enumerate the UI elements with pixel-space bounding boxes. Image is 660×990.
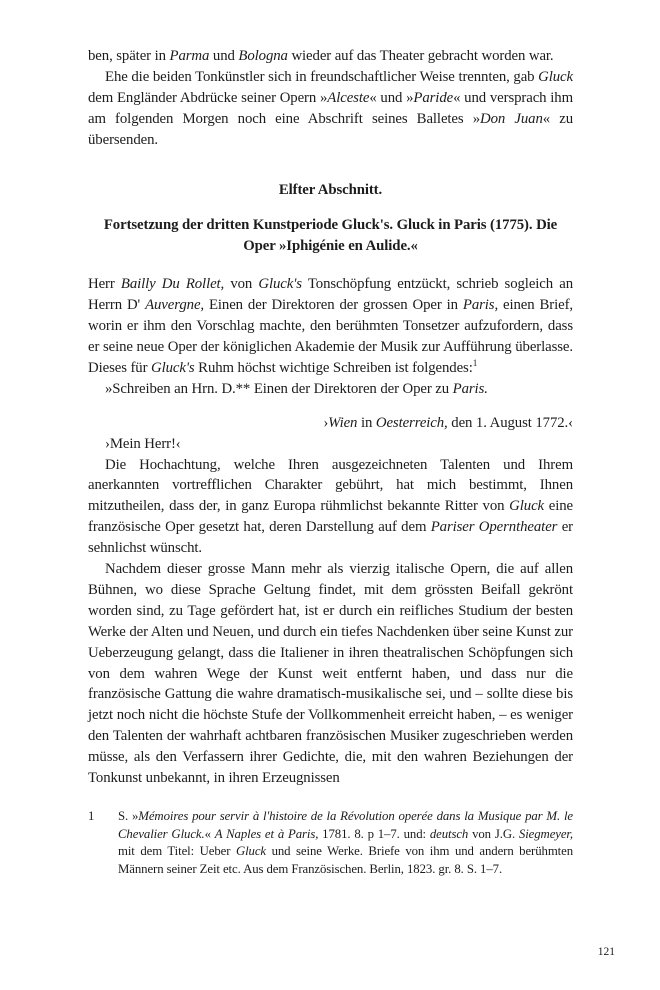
text-run: von J.G. [468, 826, 519, 841]
text-run: er sehnlichst wünscht. [88, 519, 573, 557]
paragraph-continuation [88, 46, 573, 67]
text-run: Nachdem dieser grosse Mann mehr als vierzig italische Opern, die auf allen Bühnen, wo diese Sprache Geltung findet, mit dem grössten Beifall gekrönt worden sind, zu Tage gefördert hat, ist er durch ein reifliches Studium der besten Werke der Alten und Neuen, und durch ein tiefes Nachdenken über seine Kunst zur Ueberzeugung gelangt, dass die Italiener in ihren theatralischen Schöpfungen sich von dem wahren Wege der Kunst weit entfernt haben, und dass nur die französische Gattung die wahre dramatisch-musikalische sei, und – sollte diese bis jetzt noch nicht die höchste Stufe der Vollkommenheit erreicht haben, – es weniger den Talenten der wahrhaft achtbaren französischen Musiker zugeschrieben werden müsse, als den Verfassern ihrer Gedichte, die, mit den wahren Beziehungen der Tonkunst unbekannt, in ihren Erzeugnissen [88, 561, 573, 787]
text-run: Herr [88, 276, 121, 293]
footnote-ref: 1 [472, 357, 478, 368]
chapter-heading [88, 180, 573, 201]
letter-dateline [88, 413, 573, 434]
footnote-area [88, 808, 573, 878]
text-run: « [204, 826, 215, 841]
italic-text-run: Wien [328, 414, 358, 431]
text-run: Ruhm höchst wichtige Schreiben ist folgendes: [194, 359, 473, 376]
paragraph [88, 455, 573, 560]
italic-text-run: Gluck's [151, 359, 195, 376]
text-run: Tonschöpfung entzückt, schrieb sogleich an Herrn D' [88, 276, 573, 314]
italic-text-run: Gluck [509, 498, 545, 515]
italic-text-run: Paride [413, 89, 454, 106]
italic-text-run: Auvergne, [145, 297, 205, 314]
text-run: mit dem Titel: Ueber [118, 844, 236, 859]
text-run: eine französische Oper gesetzt hat, deren Darstellung auf dem [88, 498, 573, 536]
footnote [88, 808, 573, 878]
italic-text-run: deutsch [429, 826, 469, 841]
text-run: den 1. August 1772.‹ [447, 414, 573, 431]
italic-text-run: Mémoires pour servir à l'histoire de la Révolution operée dans la Musique par M. le Chevalier Gluck. [118, 809, 573, 841]
text-run: dem Engländer Abdrücke seiner Opern » [88, 89, 328, 106]
text-run: Ehe die beiden Tonkünstler sich in freundschaftlicher Weise trennten, gab [105, 68, 539, 85]
page-body [88, 46, 573, 789]
text-run: « und » [369, 89, 414, 106]
italic-text-run: Gluck [235, 844, 267, 859]
italic-text-run: Oesterreich, [375, 414, 448, 431]
text-run: › [323, 414, 329, 431]
text-run: 1781. 8. p 1–7. und: [318, 826, 430, 841]
paragraph [88, 559, 573, 789]
text-run: und seine Werke. Briefe von ihm und andern berühmten Männern seiner Zeit etc. Aus dem Französischen. Berlin, 1823. gr. 8. S. 1–7. [118, 844, 574, 876]
italic-text-run: Bailly Du Rollet, [120, 276, 225, 293]
text-run: « zu übersenden. [88, 110, 574, 148]
text-run: »Schreiben an Hrn. D.** Einen der Direktoren der Oper zu [105, 380, 453, 397]
text-run: Elfter Abschnitt. [278, 181, 383, 198]
letter-heading [88, 379, 573, 400]
italic-text-run: Bologna [238, 48, 288, 64]
text-run: von [224, 276, 259, 293]
text-run: einen Brief, worin er ihm den Vorschlag machte, den berühmten Tonsetzer aufzufordern, dass er seine neue Oper der königlichen Akademie der Musik zur Aufführung überlasse. Dieses für [88, 297, 574, 376]
italic-text-run: Gluck's [258, 276, 302, 293]
text-run: und [209, 48, 239, 64]
italic-text-run: Parma [169, 48, 210, 64]
italic-text-run: A Naples et à Paris, [214, 826, 319, 841]
text-run: Fortsetzung der dritten Kunstperiode Gluck's. Gluck in Paris (1775). Die Oper »Iphigénie en Aulide.« [103, 217, 558, 255]
section-heading [88, 215, 573, 257]
text-run: in [357, 414, 376, 431]
italic-text-run: Don Juan [480, 110, 543, 127]
italic-text-run: Pariser Operntheater [430, 519, 558, 536]
page-number: 121 [597, 946, 615, 958]
footnote-number: 1 [88, 809, 95, 823]
italic-text-run: Siegmeyer, [518, 826, 573, 841]
italic-text-run: Alceste [327, 89, 370, 106]
text-run: ben, später in [88, 48, 170, 64]
paragraph [88, 274, 573, 379]
italic-text-run: Paris. [452, 380, 488, 397]
italic-text-run: Gluck [538, 68, 573, 85]
paragraph [88, 67, 573, 151]
text-run: Einen der Direktoren der grossen Oper in [204, 297, 463, 314]
text-run: S. » [118, 809, 139, 823]
text-run: ›Mein Herr!‹ [105, 435, 181, 452]
text-run: Die Hochachtung, welche Ihren ausgezeichneten Talenten und Ihrem anerkannten vortrefflichen Charakter gebührt, hat mich bestimmt, Ihnen mitzutheilen, dass der, in ganz Europa rühmlichst bekannte Ritter von [88, 456, 573, 515]
footnote-text [118, 808, 573, 878]
text-run: wieder auf das Theater gebracht worden war. [287, 48, 554, 64]
letter-salutation [88, 434, 573, 455]
italic-text-run: Paris, [462, 297, 499, 314]
text-run: « und versprach ihm am folgenden Morgen noch eine Abschrift seines Balletes » [88, 89, 573, 127]
